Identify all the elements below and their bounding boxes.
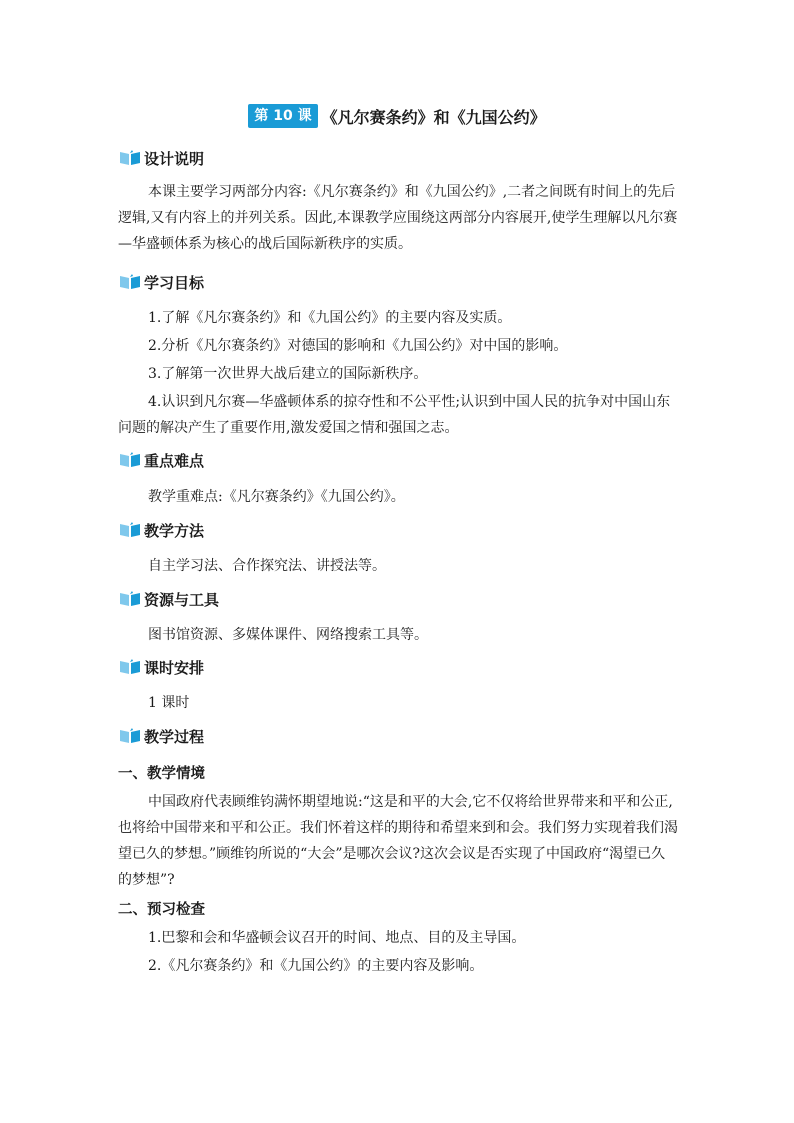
- section-process-heading: [118, 724, 204, 748]
- process-part1-text: 中国政府代表顾维钧满怀期望地说:“这是和平的大会,它不仅将给世界带来和平和公正,也将给中国带来和平和公正。我们怀着这样的期待和希望来到和会。我们努力实现着我们渴望已久的梦想。”顾维钧所说的“大会”是哪次会议?这次会议是否实现了中国政府“渴望已久的梦想”?: [118, 794, 678, 888]
- section-process-label: 教学过程: [144, 727, 205, 746]
- book-icon: [118, 658, 142, 676]
- section-methods-text: 自主学习法、合作探究法、讲授法等。: [148, 558, 386, 574]
- book-icon: [118, 273, 142, 291]
- lesson-title: 《凡尔赛条约》和《九国公约》: [321, 107, 546, 127]
- section-design-text: 本课主要学习两部分内容:《凡尔赛条约》和《九国公约》,二者之间既有时间上的先后逻辑,又有内容上的并列关系。因此,本课教学应围绕这两部分内容展开,使学生理解以凡尔赛—华盛顿体系为核心的战后国际新秩序的实质。: [118, 184, 678, 252]
- section-keypoints-text: 教学重难点:《凡尔赛条约》《九国公约》。: [148, 489, 405, 505]
- process-part2-heading: 二、预习检查: [118, 902, 205, 918]
- goal-item: 2.分析《凡尔赛条约》对德国的影响和《九国公约》对中国的影响。: [148, 338, 568, 354]
- process-part2-item: 1.巴黎和会和华盛顿会议召开的时间、地点、目的及主导国。: [148, 930, 526, 946]
- process-part2-item: 2.《凡尔赛条约》和《九国公约》的主要内容及影响。: [148, 958, 484, 974]
- book-icon: [118, 727, 142, 745]
- lesson-title-row: [0, 101, 794, 131]
- section-resources-heading: [118, 587, 219, 611]
- lesson-number-badge: 第 10 课: [248, 104, 317, 128]
- book-icon: [118, 149, 142, 167]
- section-keypoints-heading: [118, 448, 204, 472]
- section-schedule-text: 1 课时: [148, 695, 190, 711]
- section-keypoints-label: 重点难点: [144, 451, 205, 470]
- section-resources-text: 图书馆资源、多媒体课件、网络搜索工具等。: [148, 627, 428, 643]
- section-design-label: 设计说明: [144, 149, 205, 168]
- book-icon: [118, 521, 142, 539]
- section-methods-heading: [118, 518, 204, 542]
- section-methods-label: 教学方法: [144, 521, 205, 540]
- goal-item: 4.认识到凡尔赛—华盛顿体系的掠夺性和不公平性;认识到中国人民的抗争对中国山东问题的解决产生了重要作用,激发爱国之情和强国之志。: [118, 394, 671, 436]
- section-goals-heading: [118, 270, 204, 294]
- process-part1-heading: 一、教学情境: [118, 766, 205, 782]
- section-schedule-label: 课时安排: [144, 658, 205, 677]
- section-goals-label: 学习目标: [144, 273, 205, 292]
- section-resources-label: 资源与工具: [144, 590, 220, 609]
- book-icon: [118, 590, 142, 608]
- section-schedule-heading: [118, 655, 204, 679]
- goal-item: 3.了解第一次世界大战后建立的国际新秩序。: [148, 366, 428, 382]
- section-design-heading: [118, 146, 204, 170]
- book-icon: [118, 451, 142, 469]
- goal-item: 1.了解《凡尔赛条约》和《九国公约》的主要内容及实质。: [148, 310, 512, 326]
